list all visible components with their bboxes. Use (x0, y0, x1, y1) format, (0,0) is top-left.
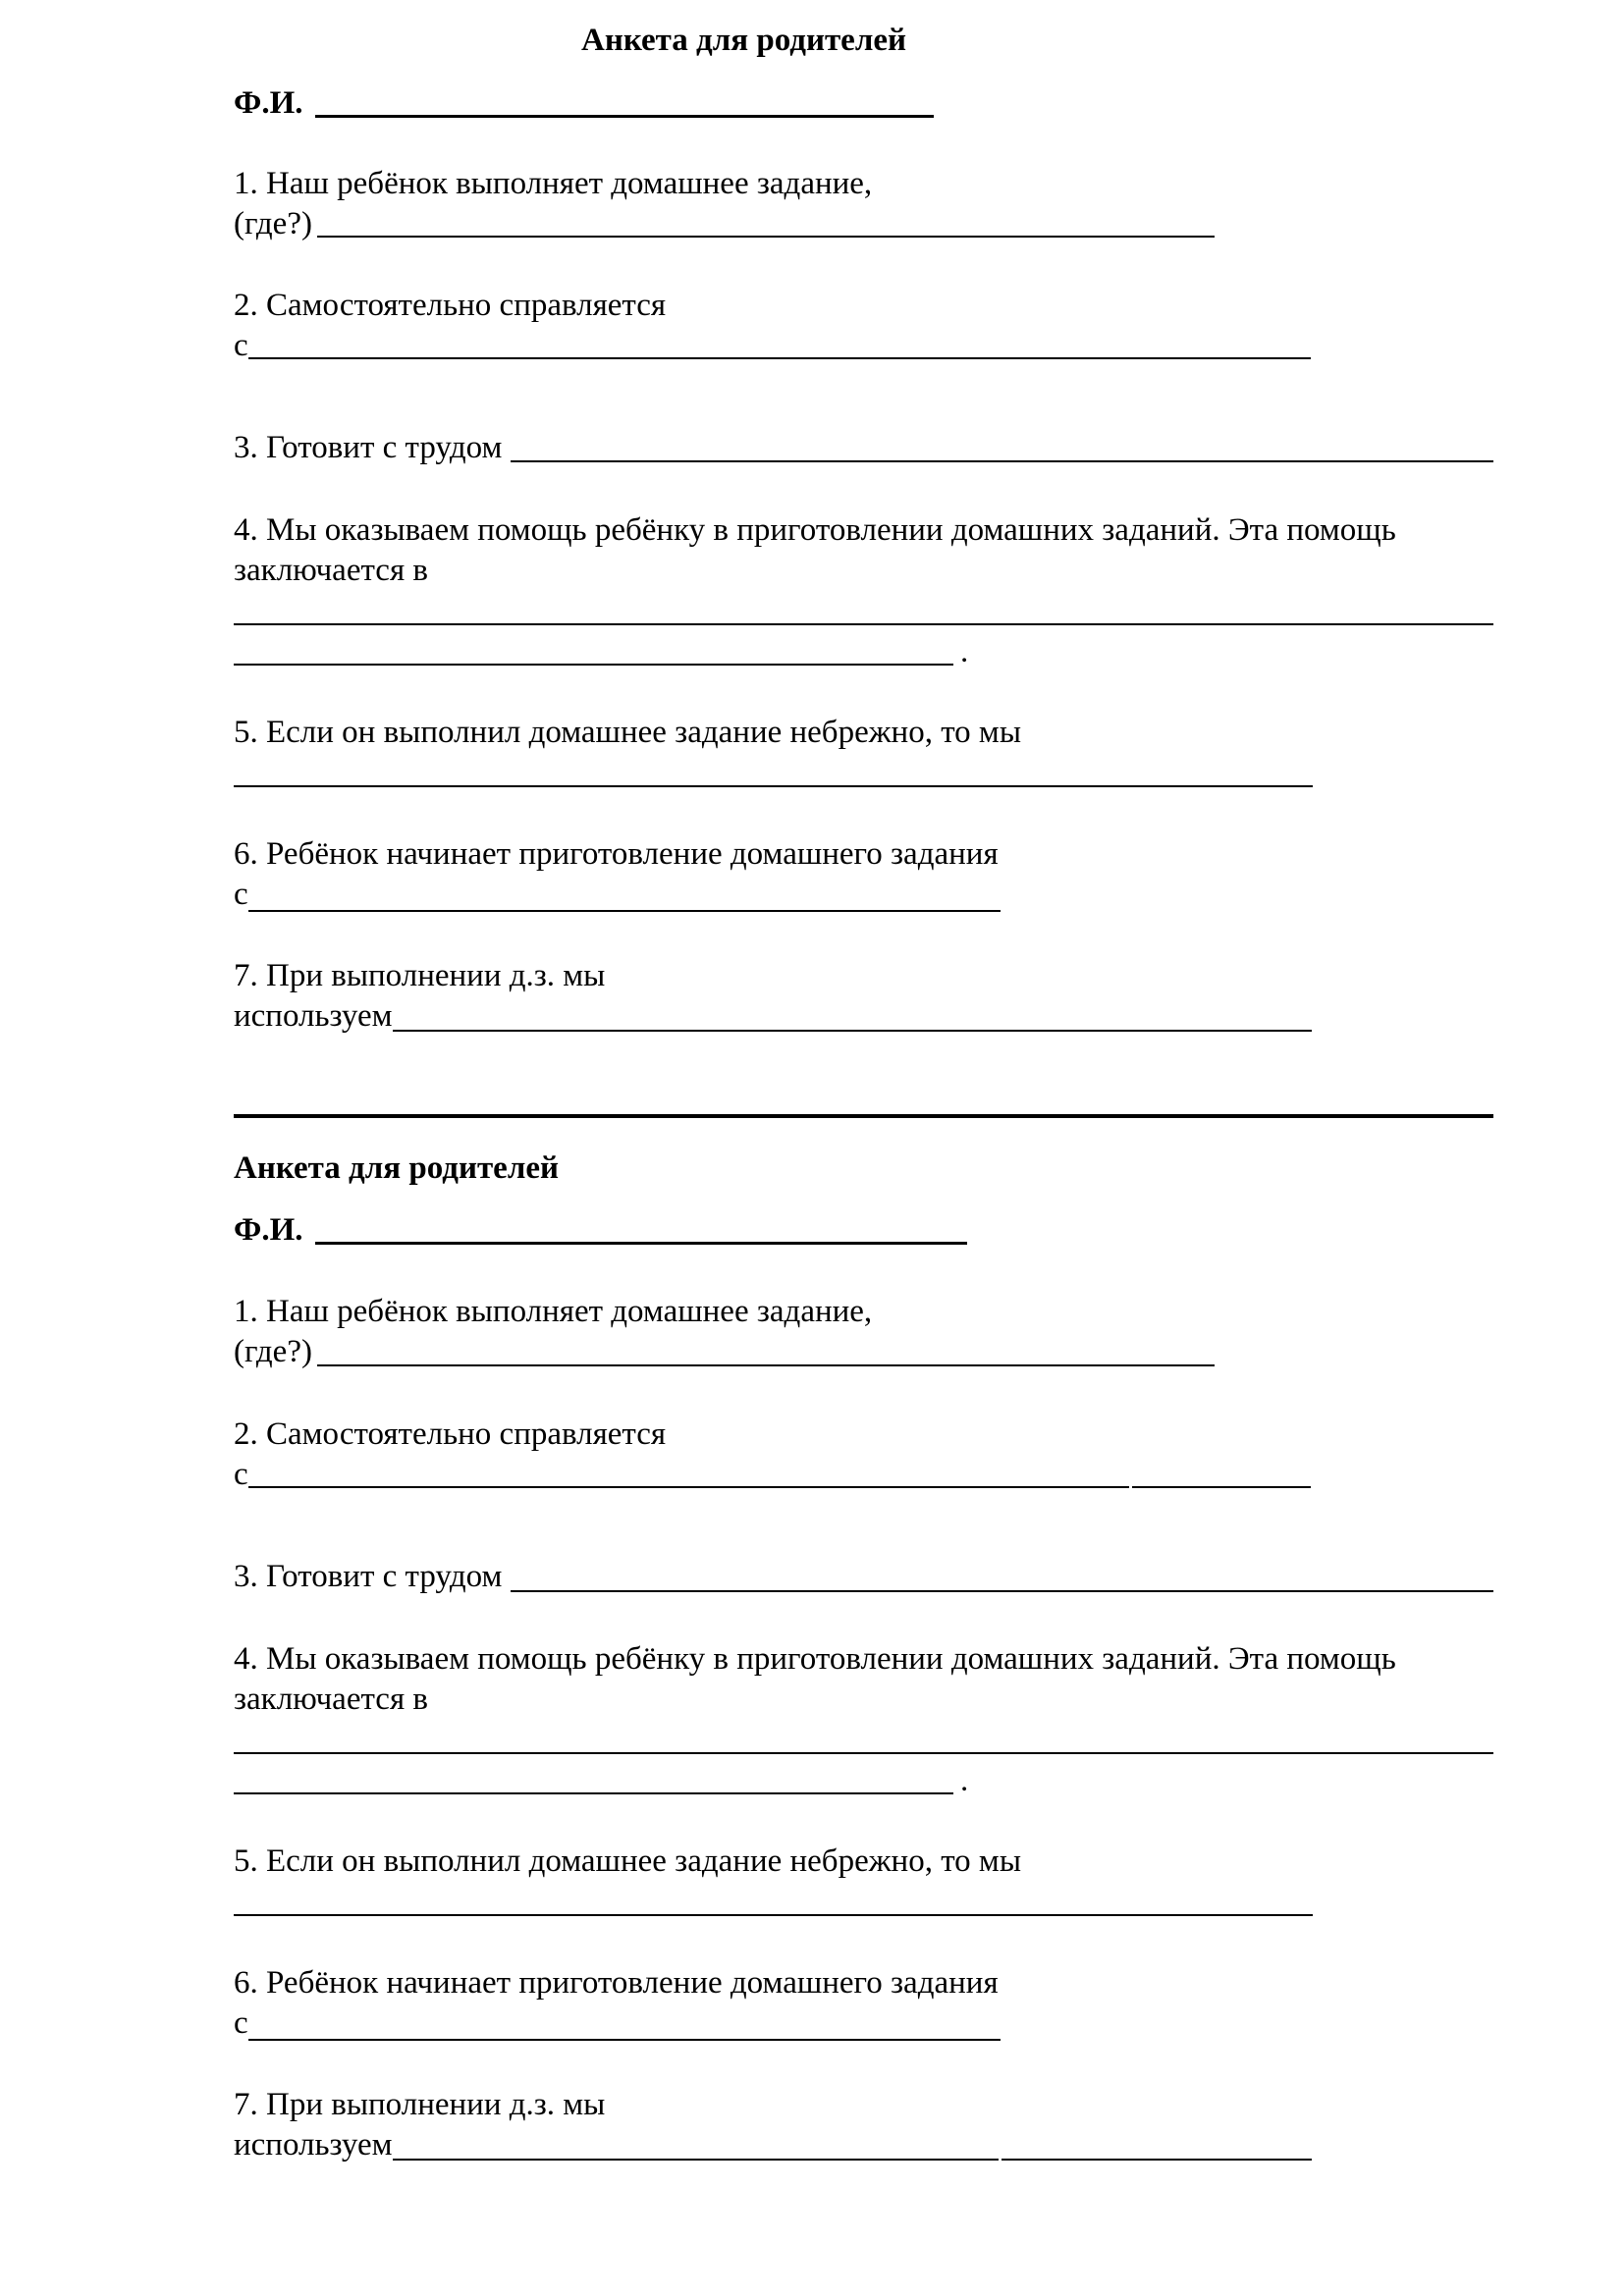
form2-q6-text: 6. Ребёнок начинает приготовление домашнего задания (234, 1965, 999, 2001)
form2-q2-text: 2. Самостоятельно справляется (234, 1416, 667, 1452)
form2-q4-period: . (960, 1763, 969, 1798)
form1-q2-text: 2. Самостоятельно справляется (234, 288, 667, 323)
form2-q5-text: 5. Если он выполнил домашнее задание небрежно, то мы (234, 1843, 1021, 1879)
form2-q7-answer-line-b[interactable] (1001, 2159, 1312, 2161)
form2-q1-answer-line[interactable] (317, 1364, 1215, 1366)
form2-q2-prefix: с (234, 1457, 248, 1492)
form1-q1-answer-line[interactable] (317, 236, 1215, 238)
form1-name-label: Ф.И. (234, 85, 303, 121)
form2-q5-answer-line[interactable] (234, 1914, 1313, 1916)
form1-q5-text: 5. Если он выполнил домашнее задание небрежно, то мы (234, 715, 1021, 750)
form2-q7-answer-line-a[interactable] (393, 2159, 999, 2161)
form2-q7-text: 7. При выполнении д.з. мы (234, 2087, 606, 2122)
form2-name-label: Ф.И. (234, 1212, 303, 1248)
form2-q3-answer-line[interactable] (511, 1590, 1493, 1592)
form1-q1-where: (где?) (234, 206, 312, 241)
form1-q4-answer-line-2[interactable] (234, 664, 953, 666)
form1-q1-text: 1. Наш ребёнок выполняет домашнее задание, (234, 166, 873, 201)
form1-q6-text: 6. Ребёнок начинает приготовление домашнего задания (234, 836, 999, 872)
form2-q4-answer-line-1[interactable] (234, 1752, 1493, 1754)
form2-q1-where: (где?) (234, 1334, 312, 1369)
form1-q4-text-cont: заключается в (234, 553, 428, 588)
form2-q4-text-cont: заключается в (234, 1682, 428, 1717)
form-separator-line (234, 1114, 1493, 1118)
form1-q4-text: 4. Мы оказываем помощь ребёнку в приготовлении домашних заданий. Эта помощь (234, 512, 1396, 548)
form2-title: Анкета для родителей (234, 1150, 559, 1186)
form1-name-field[interactable] (315, 115, 934, 118)
form2-q7-prefix: используем (234, 2127, 393, 2163)
form1-q6-answer-line[interactable] (248, 910, 1001, 912)
form2-q6-prefix: с (234, 2005, 248, 2041)
form2-q4-answer-line-2[interactable] (234, 1792, 953, 1794)
form2-q2-answer-line-a[interactable] (248, 1486, 1129, 1488)
form1-q3-answer-line[interactable] (511, 460, 1493, 462)
form1-q6-prefix: с (234, 877, 248, 912)
form1-q7-prefix: используем (234, 998, 393, 1034)
form1-q7-text: 7. При выполнении д.з. мы (234, 958, 606, 993)
form1-q7-answer-line[interactable] (393, 1030, 1312, 1032)
form1-q2-answer-line[interactable] (248, 357, 1311, 359)
form2-q4-text: 4. Мы оказываем помощь ребёнку в приготовлении домашних заданий. Эта помощь (234, 1641, 1396, 1677)
form1-q2-prefix: с (234, 328, 248, 363)
form2-name-field[interactable] (315, 1242, 967, 1245)
form2-q6-answer-line[interactable] (248, 2039, 1001, 2041)
form2-q2-answer-line-b[interactable] (1132, 1486, 1311, 1488)
form1-q4-answer-line-1[interactable] (234, 623, 1493, 625)
form1-q4-period: . (960, 634, 969, 669)
form1-q5-answer-line[interactable] (234, 785, 1313, 787)
form1-title: Анкета для родителей (581, 23, 906, 58)
form1-q3-text: 3. Готовит с трудом (234, 430, 503, 465)
form2-q1-text: 1. Наш ребёнок выполняет домашнее задание, (234, 1294, 873, 1329)
form2-q3-text: 3. Готовит с трудом (234, 1559, 503, 1594)
